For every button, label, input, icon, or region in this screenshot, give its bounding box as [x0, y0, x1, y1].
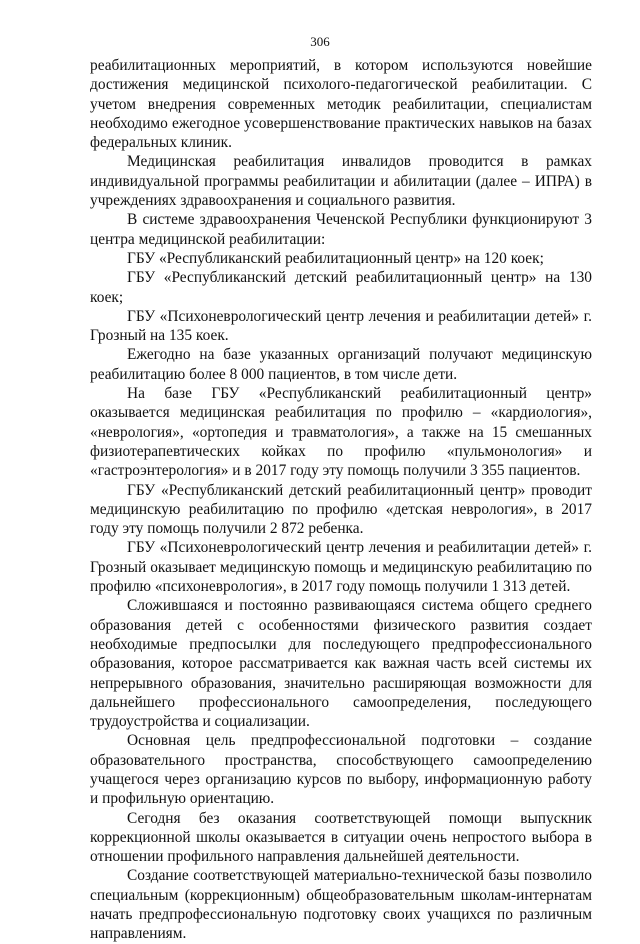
paragraph: Медицинская реабилитация инвалидов проводится в рамках индивидуальной программы реабилитации и абилитации (далее – ИПРА) в учреждениях здравоохранения и социального развития. — [90, 153, 592, 210]
paragraph: Ежегодно на базе указанных организаций получают медицинскую реабилитацию более 8 000 пациентов, в том числе дети. — [90, 346, 592, 383]
paragraph: ГБУ «Психоневрологический центр лечения и реабилитации детей» г. Грозный оказывает медицинскую помощь и медицинскую реабилитацию по профилю «психоневрология», в 2017 году помощь получили 1 313 детей. — [90, 539, 592, 596]
document-body — [90, 56, 592, 944]
paragraph-continued: реабилитационных мероприятий, в котором используются новейшие достижения медицинской психолого-педагогической реабилитации. С учетом внедрения современных методик реабилитации, специалистам необходимо ежегодное усовершенствование практических навыков на базах федеральных клиник. — [90, 57, 592, 152]
page-number: 306 — [310, 34, 330, 49]
paragraph: На базе ГБУ «Республиканский реабилитационный центр» оказывается медицинская реабилитация по профилю – «кардиология», «неврология», «ортопедия и травматология», а также на 15 смешанных физиотерапевтических койках по профилю «пульмонология» и «гастроэнтерология» и в 2017 году эту помощь получили 3 355 пациентов. — [90, 385, 592, 480]
list-item: ГБУ «Республиканский реабилитационный центр» на 120 коек; — [127, 249, 544, 267]
paragraph: Создание соответствующей материально-технической базы позволило специальным (коррекционным) общеобразовательным школам-интернатам начать предпрофессиональную подготовку своих учащихся по различным направлениям. — [90, 867, 592, 943]
list-item: ГБУ «Психоневрологический центр лечения и реабилитации детей» г. Грозный на 135 коек. — [90, 307, 592, 345]
list-item: ГБУ «Республиканский детский реабилитационный центр» на 130 коек; — [90, 269, 592, 306]
paragraph: Сложившаяся и постоянно развивающаяся система общего среднего образования детей с особенностями физического развития создает необходимые предпосылки для последующего предпрофессионального образования, которое рассматривается как важная часть всей системы их непрерывного образования, значительно расширяющая возможности для дальнейшего профессионального самоопределения, последующего трудоустройства и социализации. — [90, 597, 592, 731]
paragraph: Основная цель предпрофессиональной подготовки – создание образовательного пространства, способствующего самоопределению учащегося через организацию курсов по выбору, информационную работу и профильную ориентацию. — [90, 732, 592, 808]
paragraph: ГБУ «Республиканский детский реабилитационный центр» проводит медицинскую реабилитацию по профилю «детская неврология», в 2017 году эту помощь получили 2 872 ребенка. — [90, 481, 592, 538]
paragraph: Сегодня без оказания соответствующей помощи выпускник коррекционной школы оказывается в ситуации очень непростого выбора в отношении профильного направления дальнейшей деятельности. — [90, 809, 592, 866]
paragraph: В системе здравоохранения Чеченской Республики функционируют 3 центра медицинской реабилитации: — [90, 211, 592, 248]
